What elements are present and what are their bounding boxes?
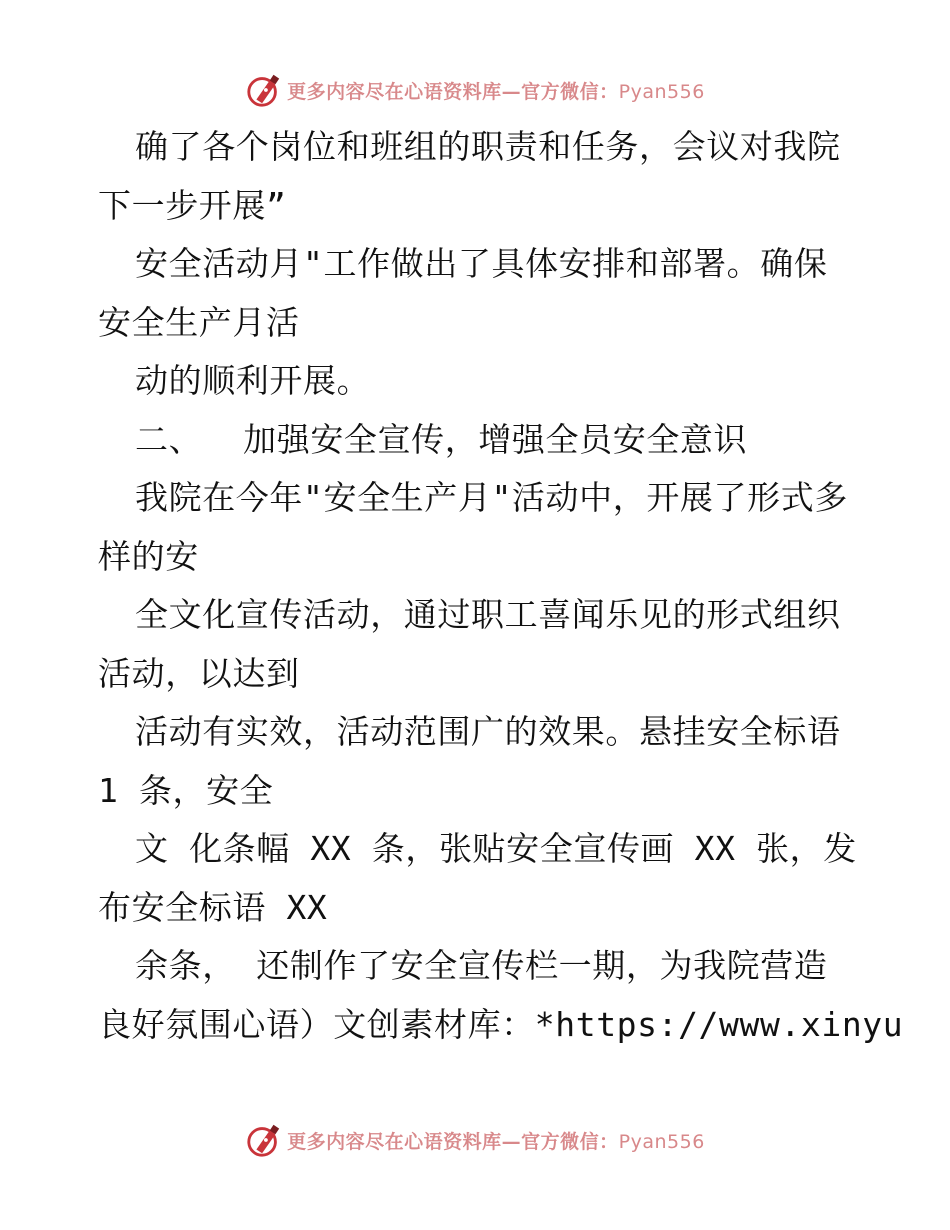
watermark-text: 更多内容尽在心语资料库—官方微信：Pyan556: [287, 80, 705, 103]
document-body: [98, 118, 904, 1054]
pen-nib-circle-icon: [245, 1121, 283, 1159]
text-line: 布安全标语 XX: [98, 887, 328, 927]
text-line: 安全生产月活: [98, 302, 300, 342]
header-watermark: [0, 70, 950, 110]
text-line: 良好氛围心语）文创素材库：*https://www.xinyu: [98, 1004, 904, 1044]
text-line: 动的顺利开展。: [135, 361, 371, 400]
text-line: 文 化条幅 XX 条，张贴安全宣传画 XX 张，发: [135, 829, 857, 868]
text-line: 安全活动月"工作做出了具体安排和部署。确保: [135, 244, 828, 283]
text-line: 余条， 还制作了安全宣传栏一期，为我院营造: [135, 946, 828, 985]
footer-watermark: [0, 1120, 950, 1160]
text-line: 全文化宣传活动，通过职工喜闻乐见的形式组织: [135, 595, 841, 634]
text-line: 1 条，安全: [98, 770, 274, 810]
text-line: 样的安: [98, 536, 199, 576]
watermark-text: 更多内容尽在心语资料库—官方微信：Pyan556: [287, 1130, 705, 1153]
text-line: 活动，以达到: [98, 653, 300, 693]
section-heading: 二、 加强安全宣传，增强全员安全意识: [135, 419, 748, 459]
pen-nib-circle-icon: [245, 71, 283, 109]
text-line: 我院在今年"安全生产月"活动中，开展了形式多: [135, 478, 848, 517]
text-line: 确了各个岗位和班组的职责和任务，会议对我院: [135, 127, 841, 166]
text-line: 下一步开展”: [98, 185, 287, 225]
text-line: 活动有实效，活动范围广的效果。悬挂安全标语: [135, 712, 841, 751]
